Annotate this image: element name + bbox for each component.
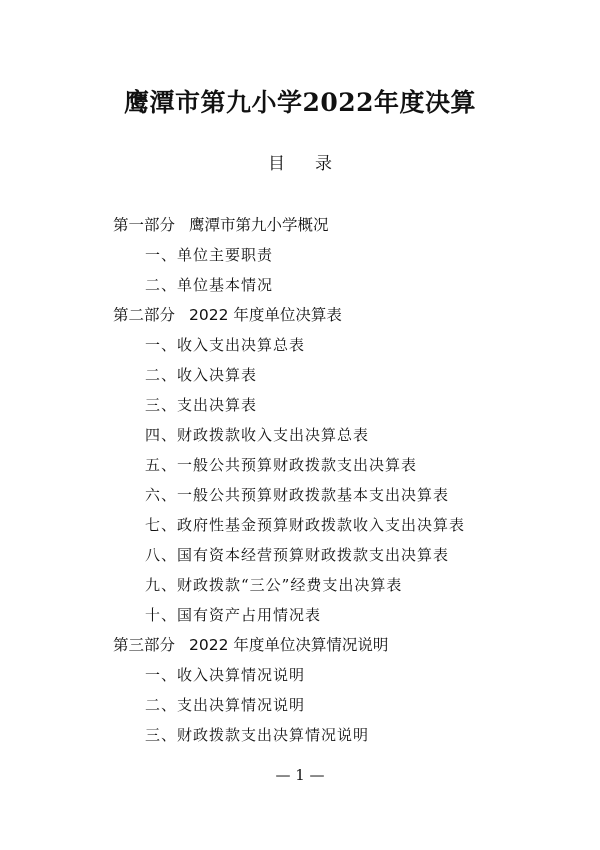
toc-heading-left: 目 xyxy=(268,154,285,174)
toc-part-number: 第一部分 xyxy=(113,216,176,234)
toc-item: 八、国有资本经营预算财政拨款支出决算表 xyxy=(145,546,450,564)
toc-heading-right: 录 xyxy=(315,154,332,174)
table-of-contents xyxy=(113,210,583,750)
toc-part-3 xyxy=(113,630,583,660)
toc-item: 六、一般公共预算财政拨款基本支出决算表 xyxy=(145,486,450,504)
toc-item: 四、财政拨款收入支出决算总表 xyxy=(145,426,370,444)
toc-item: 一、收入支出决算总表 xyxy=(145,336,306,354)
toc-part-title: 鹰潭市第九小学概况 xyxy=(189,216,329,234)
toc-part-number: 第二部分 xyxy=(113,306,176,324)
toc-part-1 xyxy=(113,210,583,240)
toc-item: 二、支出决算情况说明 xyxy=(145,696,306,714)
toc-item: 二、单位基本情况 xyxy=(145,276,274,294)
toc-part-number: 第三部分 xyxy=(113,636,176,654)
toc-item: 九、财政拨款“三公”经费支出决算表 xyxy=(145,576,403,594)
toc-part-title: 2022 年度单位决算情况说明 xyxy=(189,636,389,654)
toc-item: 一、收入决算情况说明 xyxy=(145,666,306,684)
toc-item: 十、国有资产占用情况表 xyxy=(145,606,322,624)
toc-part-2 xyxy=(113,300,583,330)
document-title: 鹰潭市第九小学2022年度决算 xyxy=(123,88,477,117)
toc-part-title: 2022 年度单位决算表 xyxy=(189,306,342,324)
toc-item: 三、财政拨款支出决算情况说明 xyxy=(145,726,370,744)
toc-item: 七、政府性基金预算财政拨款收入支出决算表 xyxy=(145,516,466,534)
page-number: — 1 — xyxy=(275,766,325,784)
toc-heading xyxy=(0,152,600,176)
toc-item: 三、支出决算表 xyxy=(145,396,258,414)
toc-item: 五、一般公共预算财政拨款支出决算表 xyxy=(145,456,418,474)
toc-item: 一、单位主要职责 xyxy=(145,246,274,264)
toc-item: 二、收入决算表 xyxy=(145,366,258,384)
